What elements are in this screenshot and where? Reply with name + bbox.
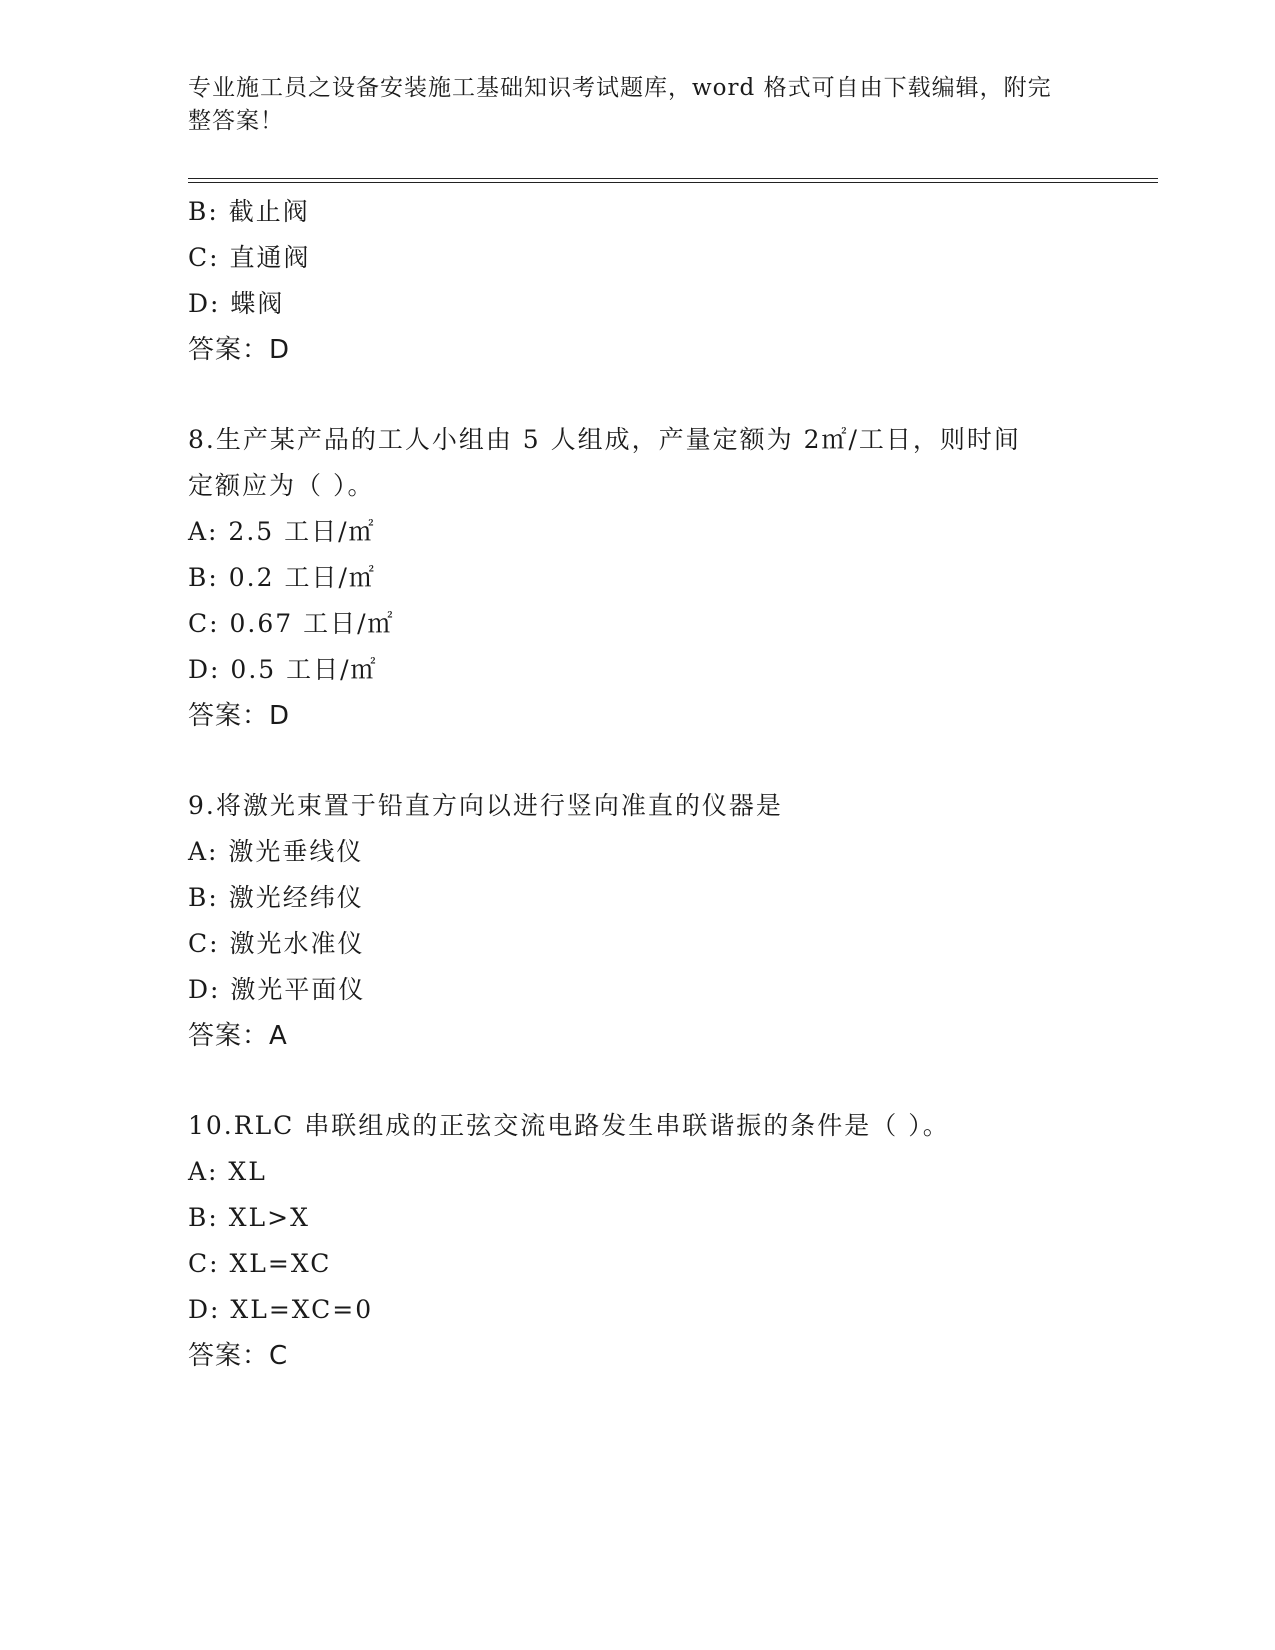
option-c: C: 直通阀 [188, 243, 311, 272]
option-a: A: XL [188, 1157, 267, 1186]
question-9 [188, 783, 1088, 1059]
option-a: A: 激光垂线仪 [188, 837, 364, 866]
page-header [188, 72, 1068, 138]
option-a: A: 2.5 工日/㎡ [188, 517, 376, 546]
spacer [188, 373, 1088, 417]
question-title-line-1: 8.生产某产品的工人小组由 5 人组成，产量定额为 2㎡/工日，则时间 [188, 425, 1021, 454]
spacer [188, 739, 1088, 783]
option-d: D: 0.5 工日/㎡ [188, 655, 378, 684]
question-title: 10.RLC 串联组成的正弦交流电路发生串联谐振的条件是（ ）。 [188, 1111, 950, 1140]
question-title-line-2: 定额应为（ ）。 [188, 471, 375, 500]
option-d: D: 激光平面仪 [188, 975, 366, 1004]
option-b: B: 激光经纬仪 [188, 883, 364, 912]
question-list [188, 189, 1088, 1379]
option-d: D: XL=XC=0 [188, 1295, 374, 1324]
question-8 [188, 417, 1088, 739]
option-b: B: 截止阀 [188, 197, 310, 226]
header-divider [188, 178, 1158, 183]
answer-line: 答案：C [188, 1341, 289, 1371]
question-title: 9.将激光束置于铅直方向以进行竖向准直的仪器是 [188, 791, 783, 820]
answer-line: 答案：D [188, 335, 291, 365]
answer-line: 答案：A [188, 1021, 288, 1051]
option-d: D: 蝶阀 [188, 289, 285, 318]
option-b: B: 0.2 工日/㎡ [188, 563, 376, 592]
option-c: C: 激光水准仪 [188, 929, 365, 958]
option-c: C: 0.67 工日/㎡ [188, 609, 395, 638]
header-line-2: 整答案！ [188, 108, 284, 134]
question-10 [188, 1103, 1088, 1379]
question-7 [188, 189, 1088, 373]
spacer [188, 1059, 1088, 1103]
option-c: C: XL=XC [188, 1249, 332, 1278]
header-line-1: 专业施工员之设备安装施工基础知识考试题库，word 格式可自由下载编辑，附完 [188, 75, 1052, 101]
answer-line: 答案：D [188, 701, 291, 731]
option-b: B: XL>X [188, 1203, 310, 1232]
